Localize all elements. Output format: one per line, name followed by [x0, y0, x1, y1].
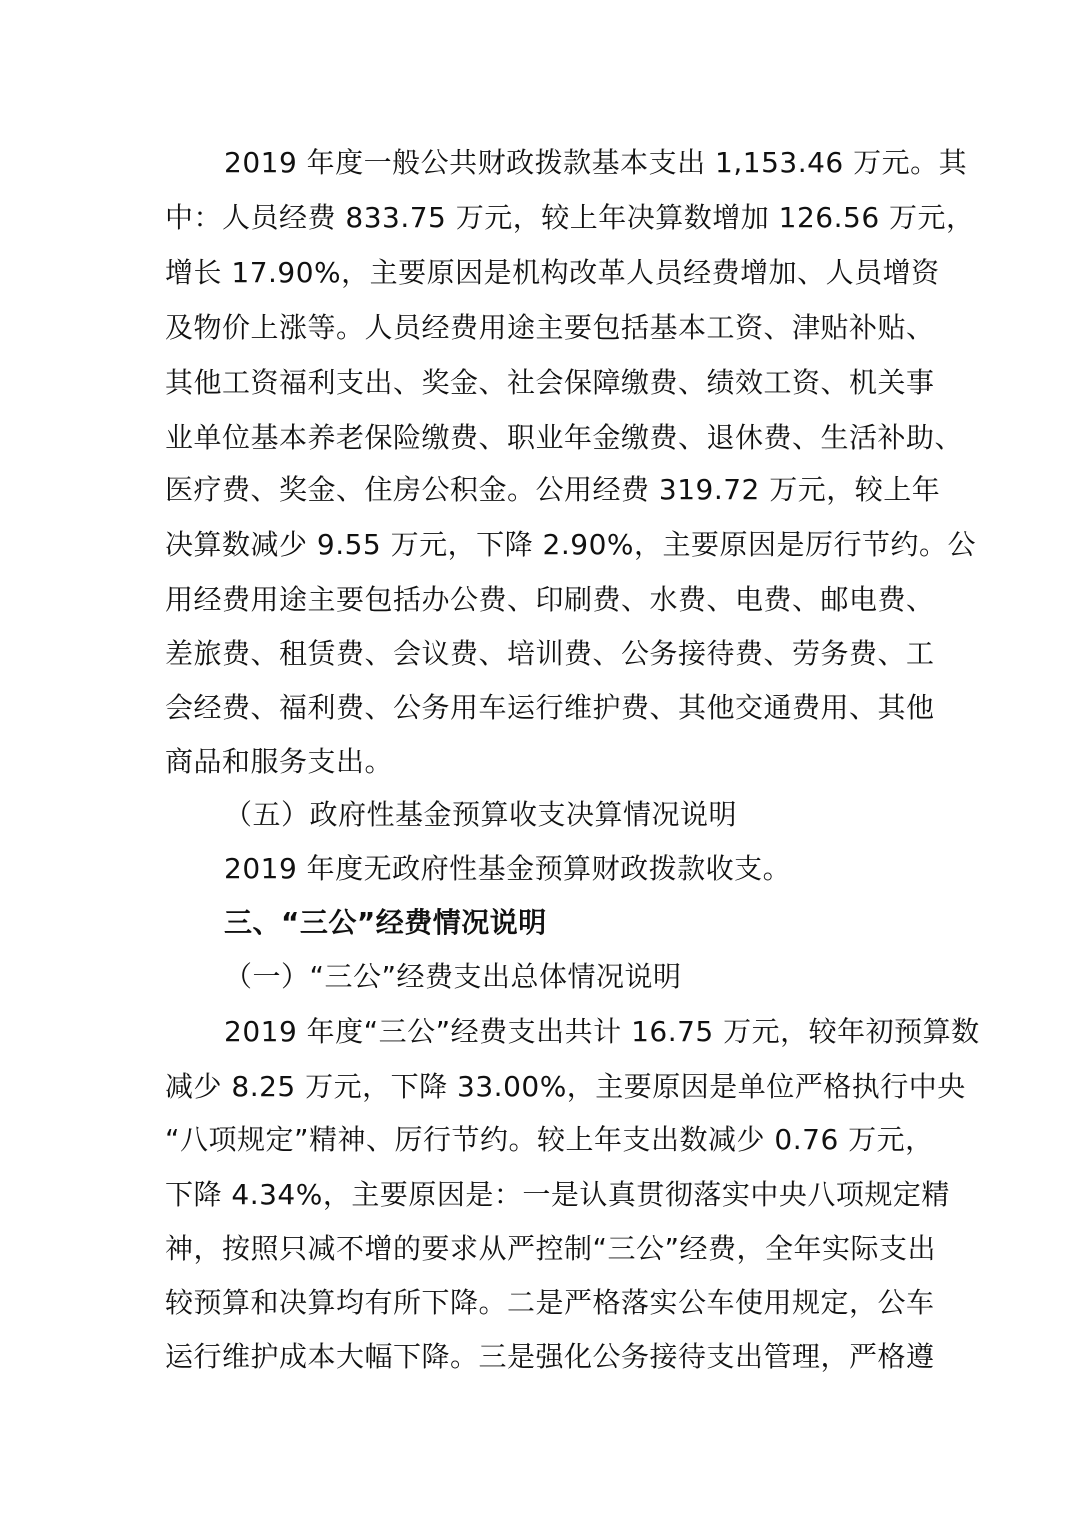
chapter-heading: 三、“三公”经费情况说明 [224, 906, 547, 939]
paragraph-line: 用经费用途主要包括办公费、印刷费、水费、电费、邮电费、 [165, 583, 935, 616]
paragraph-line: 2019 年度无政府性基金预算财政拨款收支。 [224, 852, 792, 885]
paragraph-line: 医疗费、奖金、住房公积金。公用经费 319.72 万元，较上年 [165, 473, 941, 506]
paragraph-line: 及物价上涨等。人员经费用途主要包括基本工资、津贴补贴、 [165, 311, 935, 344]
paragraph-line: 2019 年度“三公”经费支出共计 16.75 万元，较年初预算数 [224, 1015, 980, 1048]
paragraph-line: 决算数减少 9.55 万元，下降 2.90%，主要原因是厉行节约。公 [165, 528, 976, 561]
section-heading: （一）“三公”经费支出总体情况说明 [224, 960, 682, 993]
paragraph-line: “八项规定”精神、厉行节约。较上年支出数减少 0.76 万元， [165, 1123, 934, 1156]
paragraph-line: 减少 8.25 万元，下降 33.00%，主要原因是单位严格执行中央 [165, 1070, 966, 1103]
paragraph-line: 运行维护成本大幅下降。三是强化公务接待支出管理，严格遵 [165, 1340, 935, 1373]
paragraph-line: 会经费、福利费、公务用车运行维护费、其他交通费用、其他 [165, 691, 935, 724]
paragraph-line: 差旅费、租赁费、会议费、培训费、公务接待费、劳务费、工 [165, 637, 935, 670]
paragraph-line: 下降 4.34%，主要原因是：一是认真贯彻落实中央八项规定精 [165, 1178, 950, 1211]
paragraph-line: 2019 年度一般公共财政拨款基本支出 1,153.46 万元。其 [224, 146, 968, 179]
paragraph-line: 神，按照只减不增的要求从严控制“三公”经费，全年实际支出 [165, 1232, 937, 1265]
paragraph-line: 业单位基本养老保险缴费、职业年金缴费、退休费、生活补助、 [165, 421, 964, 454]
paragraph-line: 增长 17.90%，主要原因是机构改革人员经费增加、人员增资 [165, 256, 940, 289]
paragraph-line: 中：人员经费 833.75 万元，较上年决算数增加 126.56 万元， [165, 201, 975, 234]
paragraph-line: 其他工资福利支出、奖金、社会保障缴费、绩效工资、机关事 [165, 366, 935, 399]
section-heading: （五）政府性基金预算收支决算情况说明 [224, 798, 738, 831]
paragraph-line: 商品和服务支出。 [165, 745, 394, 778]
paragraph-line: 较预算和决算均有所下降。二是严格落实公车使用规定，公车 [165, 1286, 935, 1319]
